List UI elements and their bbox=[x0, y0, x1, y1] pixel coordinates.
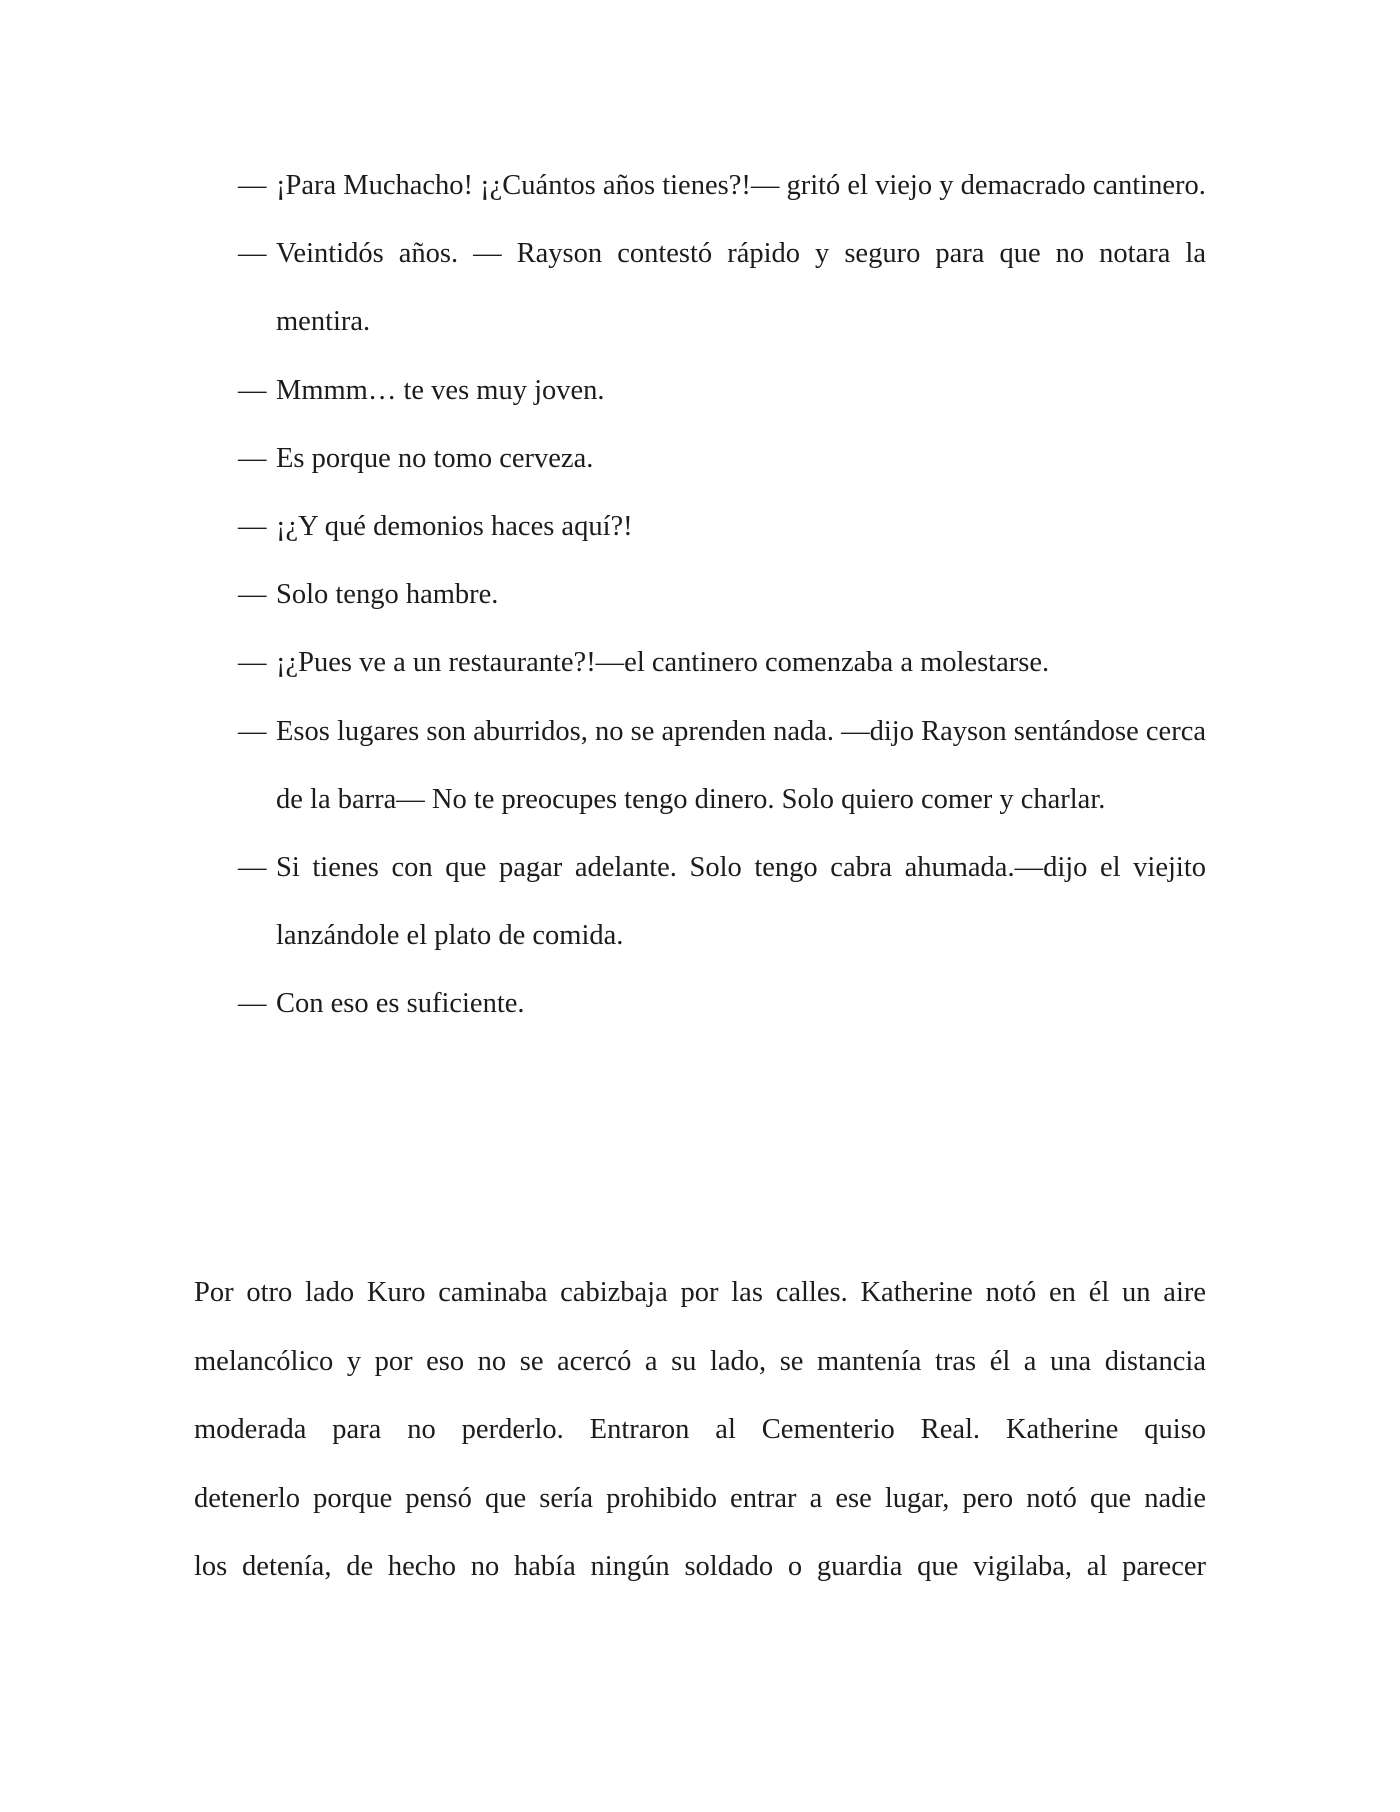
narration-line bbox=[194, 1465, 1206, 1534]
dialogue-line bbox=[238, 425, 1206, 493]
dialogue-text: Veintidós años. — Rayson contestó rápido y seguro para que no notara la mentira. bbox=[276, 238, 1206, 338]
dialogue-line bbox=[238, 152, 1206, 220]
narration-line-text: moderada para no perderlo. Entraron al Cementerio Real. Katherine quiso bbox=[194, 1414, 1206, 1445]
dialogue-text: Si tienes con que pagar adelante. Solo tengo cabra ahumada.—dijo el viejito lanzándole el plato de comida. bbox=[276, 852, 1206, 952]
dialogue-text: ¡¿Y qué demonios haces aquí?! bbox=[276, 511, 633, 543]
dialogue-text: Es porque no tomo cerveza. bbox=[276, 442, 594, 474]
dialogue-line bbox=[238, 357, 1206, 425]
dialogue-dash: — bbox=[238, 579, 267, 611]
dialogue-dash: — bbox=[238, 988, 267, 1020]
dialogue-text: Esos lugares son aburridos, no se aprenden nada. —dijo Rayson sentándose cerca de la barra— No te preocupes tengo dinero. Solo quiero comer y charlar. bbox=[276, 715, 1206, 815]
dialogue-line bbox=[238, 493, 1206, 561]
dialogue-dash: — bbox=[238, 442, 267, 474]
dialogue-dash: — bbox=[238, 852, 267, 884]
dialogue-line bbox=[238, 561, 1206, 629]
dialogue-block bbox=[238, 152, 1206, 1039]
narration-paragraph bbox=[194, 1259, 1206, 1602]
dialogue-line bbox=[238, 220, 1206, 356]
dialogue-dash: — bbox=[238, 511, 267, 543]
dialogue-dash: — bbox=[238, 647, 267, 679]
dialogue-dash: — bbox=[238, 238, 267, 270]
narration-line-text: Por otro lado Kuro caminaba cabizbaja por las calles. Katherine notó en él un aire bbox=[194, 1277, 1206, 1308]
narration-line bbox=[194, 1533, 1206, 1602]
dialogue-text: Con eso es suficiente. bbox=[276, 988, 525, 1020]
dialogue-line bbox=[238, 834, 1206, 970]
dialogue-text: Mmmm… te ves muy joven. bbox=[276, 374, 605, 406]
narration-line bbox=[194, 1259, 1206, 1328]
narration-line-text: los detenía, de hecho no había ningún soldado o guardia que vigilaba, al parecer bbox=[194, 1551, 1206, 1582]
dialogue-dash: — bbox=[238, 170, 267, 201]
narration-line-text: detenerlo porque pensó que sería prohibido entrar a ese lugar, pero notó que nadie bbox=[194, 1482, 1206, 1514]
dialogue-line bbox=[238, 698, 1206, 834]
dialogue-dash: — bbox=[238, 374, 267, 406]
dialogue-dash: — bbox=[238, 715, 267, 747]
dialogue-text: Solo tengo hambre. bbox=[276, 579, 499, 611]
narration-line bbox=[194, 1328, 1206, 1397]
dialogue-text: ¡¿Pues ve a un restaurante?!—el cantinero comenzaba a molestarse. bbox=[276, 647, 1050, 679]
dialogue-line bbox=[238, 629, 1206, 697]
dialogue-line bbox=[238, 970, 1206, 1038]
narration-line bbox=[194, 1396, 1206, 1465]
dialogue-text: ¡Para Muchacho! ¡¿Cuántos años tienes?!— gritó el viejo y demacrado cantinero. bbox=[276, 170, 1206, 201]
narration-line-text: melancólico y por eso no se acercó a su lado, se mantenía tras él a una distancia bbox=[194, 1345, 1206, 1377]
